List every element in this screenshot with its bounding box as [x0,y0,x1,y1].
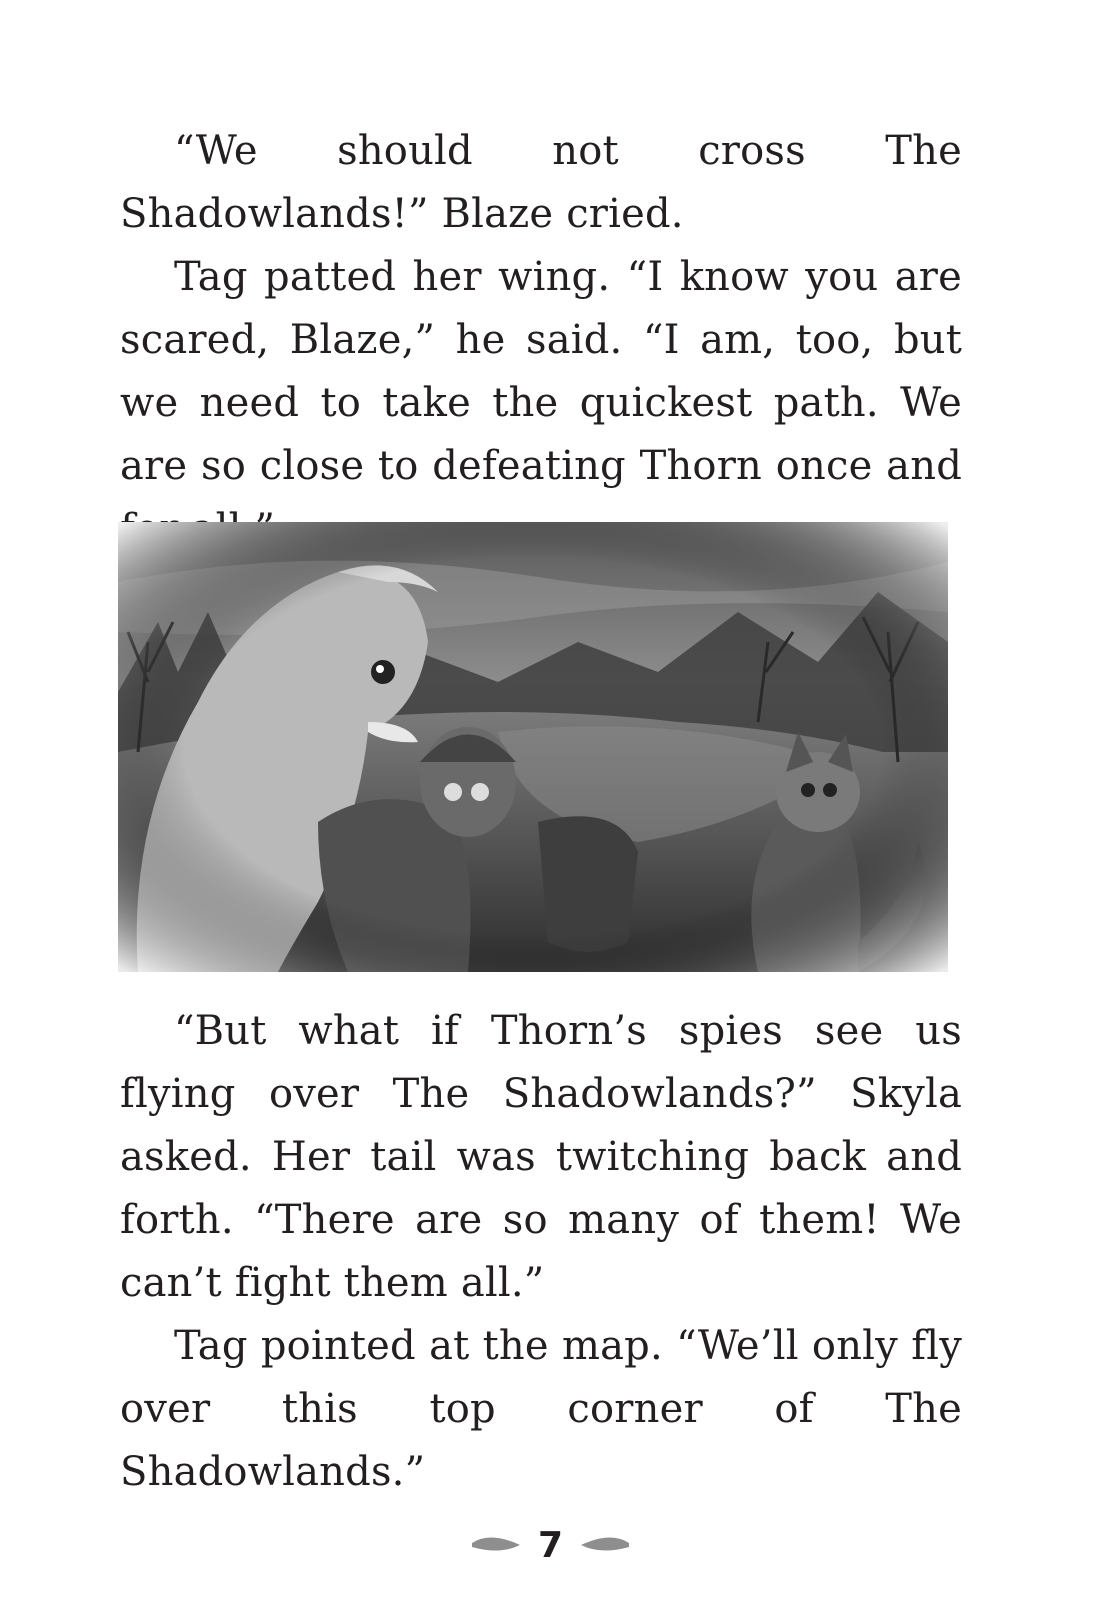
paragraph: “But what if Thorn’s spies see us flying over The Shadowlands?” Skyla asked. Her tail was twitching back and forth. “There are so many of them! We can’t fight them all.” [120,1008,962,1306]
text-block-top [120,120,962,561]
page-footer [0,1515,1101,1575]
feather-right-icon [577,1533,631,1557]
page-number: 7 [537,1524,564,1566]
paragraph: “We should not cross The Shadowlands!” Blaze cried. [120,128,962,237]
paragraph: Tag patted her wing. “I know you are scared, Blaze,” he said. “I am, too, but we need to take the quickest path. We are so close to defeating Thorn once and [120,254,962,489]
text-block-bottom [120,1000,962,1504]
story-illustration [118,522,948,972]
paragraph: Tag pointed at the map. “We’ll only fly over this top corner of The Shadowlands.” [120,1323,962,1495]
feather-left-icon [470,1533,524,1557]
